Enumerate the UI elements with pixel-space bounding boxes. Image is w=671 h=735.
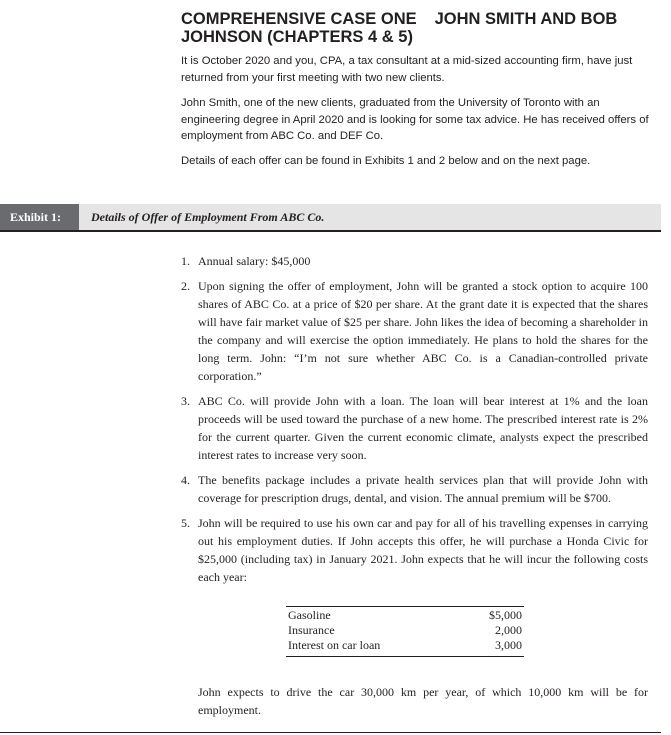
cost-label: Insurance	[288, 623, 335, 637]
list-item	[181, 392, 648, 464]
item-text: Upon signing the offer of employment, John will be granted a stock option to acquire 100 shares of ABC Co. at a price of $20 per share. At the grant date it is expected that the shares will have fair market value of $25 per share. John likes the idea of becoming a shareholder in the company and will exercise the option immediately. He plans to hold the shares for the long term. John: “I’m not sure whether ABC Co. is a Canadian-controlled private corporation.”	[198, 279, 648, 383]
cost-amount: 2,000	[495, 623, 522, 637]
page-bottom-rule	[0, 732, 661, 733]
case-title	[181, 10, 651, 46]
item-text: The benefits package includes a private health services plan that will provide John with coverage for prescription drugs, dental, and vision. The annual premium will be $700.	[198, 473, 648, 505]
table-row	[286, 638, 524, 653]
cost-table-top-rule	[286, 606, 524, 607]
case-title-line1-left: COMPREHENSIVE CASE ONE	[181, 10, 417, 28]
table-row	[286, 623, 524, 638]
offer-details-list	[181, 252, 648, 593]
list-item	[181, 277, 648, 385]
item-text: Annual salary: $45,000	[198, 254, 311, 268]
list-item	[181, 471, 648, 507]
item-number: 1.	[181, 254, 190, 268]
annual-costs-table	[286, 608, 524, 653]
table-row	[286, 608, 524, 623]
exhibit-divider	[0, 230, 661, 232]
exhibit-title: Details of Offer of Employment From ABC Co.	[91, 210, 325, 224]
list-item	[181, 252, 648, 270]
case-title-line1-right: JOHN SMITH AND BOB	[434, 10, 618, 28]
item-number: 4.	[181, 473, 190, 487]
cost-label: Interest on car loan	[288, 638, 381, 652]
closing-paragraph: John expects to drive the car 30,000 km per year, of which 10,000 km will be for employment.	[198, 685, 648, 717]
list-item	[181, 514, 648, 586]
item-number: 2.	[181, 279, 190, 293]
item-number: 3.	[181, 394, 190, 408]
intro-paragraph-1: It is October 2020 and you, CPA, a tax consultant at a mid-sized accounting firm, have just returned from your first meeting with two new clients.	[181, 55, 633, 84]
intro-paragraph-2: John Smith, one of the new clients, graduated from the University of Toronto with an engineering degree in April 2020 and is looking for some tax advice. He has received offers of employment from ABC Co. and DEF Co.	[181, 97, 649, 142]
cost-amount: 3,000	[495, 638, 522, 652]
case-title-line2: JOHNSON (CHAPTERS 4 & 5)	[181, 28, 413, 46]
item-number: 5.	[181, 516, 190, 530]
cost-table-bottom-rule	[286, 656, 524, 657]
cost-amount: $5,000	[489, 608, 522, 622]
item-text: John will be required to use his own car and pay for all of his travelling expenses in carrying out his employment duties. If John accepts this offer, he will purchase a Honda Civic for $25,000 (including tax) in January 2021. John expects that he will incur the following costs each year:	[198, 516, 648, 584]
item-text: ABC Co. will provide John with a loan. The loan will bear interest at 1% and the loan proceeds will be used toward the purchase of a new home. The prescribed interest rate is 2% for the current quarter. Given the current economic climate, analysts expect the prescribed interest rates to increase very soon.	[198, 394, 648, 462]
cost-label: Gasoline	[288, 608, 331, 622]
intro-paragraph-3: Details of each offer can be found in Exhibits 1 and 2 below and on the next page.	[181, 155, 591, 167]
exhibit-label: Exhibit 1:	[0, 204, 79, 230]
